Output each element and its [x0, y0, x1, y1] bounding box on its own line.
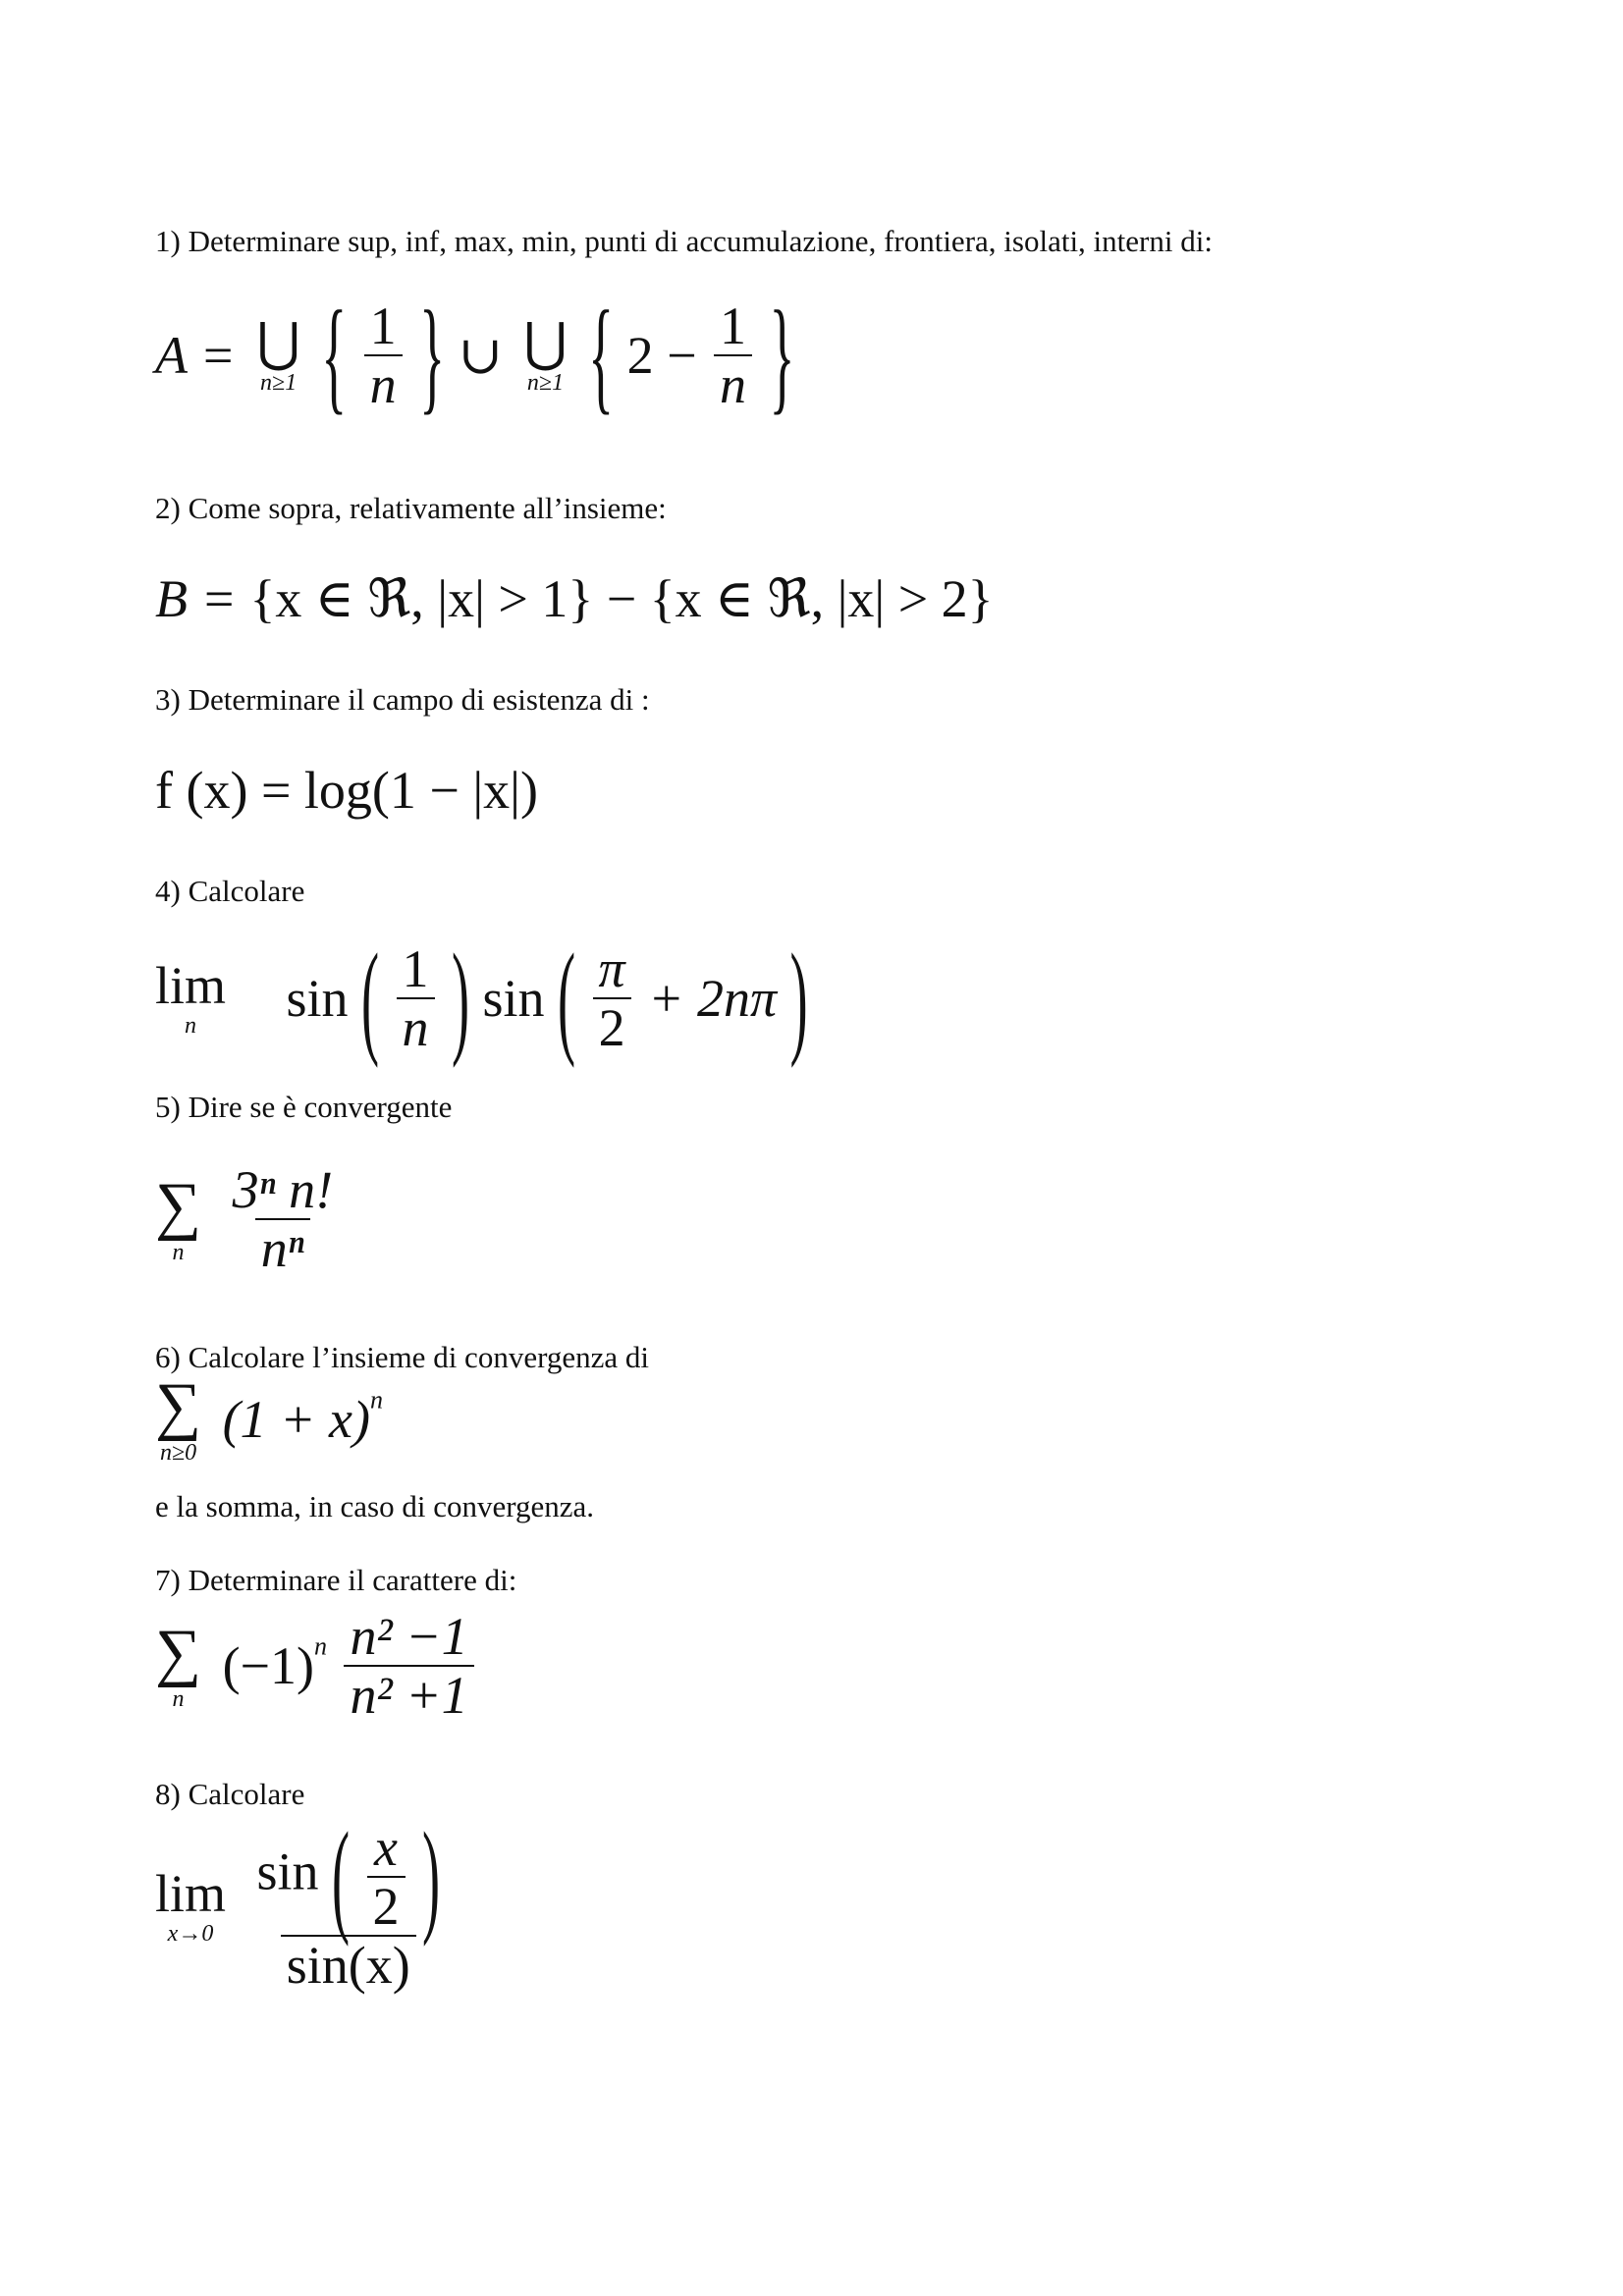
fraction-one-over-n: $\frac{1}{n}$	[714, 299, 752, 411]
sum-operator: ∑ n≥0	[155, 1370, 202, 1466]
formula-set-a: A = ⋃ n≥1 { $\frac{1}{n}$ } ∪ ⋃ n≥1 { 2 − $\frac{1}{n}$ }	[155, 285, 795, 426]
problem-3-prompt: 3) Determinare il campo di esistenza di :	[155, 682, 650, 717]
limit-operator: lim x→0	[155, 1864, 227, 1947]
union-operator: ⋃ n≥1	[523, 313, 568, 396]
problem-6-prompt: 6) Calcolare l’insieme di convergenza di	[155, 1340, 649, 1374]
fraction-one-over-n: $\frac{1}{n}$	[364, 299, 403, 411]
sum-operator: ∑ n	[155, 1170, 202, 1265]
formula-alternating-series: ∑ n $(-1)^n$ $\frac{\text{n² −1}}{\text{n² +1}}$	[155, 1610, 478, 1722]
limit-operator: lim n	[155, 956, 227, 1039]
problem-6-followup: e la somma, in caso di convergenza.	[155, 1489, 595, 1523]
problem-2-prompt: 2) Come sopra, relativamente all’insieme:	[155, 491, 667, 525]
formula-limit-function: lim x→0 sin ( $\frac{x}{2}$ ) sin(x)	[155, 1806, 441, 1995]
sum-operator: ∑ n	[155, 1617, 202, 1712]
formula-set-b: B = {x ∈ ℜ, |x| > 1} − {x ∈ ℜ, |x| > 2}	[155, 569, 994, 628]
problem-7-prompt: 7) Determinare il carattere di:	[155, 1563, 517, 1597]
formula-lhs: A =	[155, 326, 236, 385]
formula-limit-sequence: lim n sin ( $\frac{1}{n}$ ) sin ( $\frac{\pi}{2}$ + 2nπ )	[155, 928, 808, 1069]
problem-5-prompt: 5) Dire se è convergente	[155, 1090, 453, 1124]
problem-8-prompt: 8) Calcolare	[155, 1777, 305, 1811]
problem-4-prompt: 4) Calcolare	[155, 874, 305, 908]
formula-series-factorial: ∑ n $\frac{\text{3ⁿ n!}}{\text{nⁿ}}$	[155, 1160, 334, 1278]
formula-function: f (x) = log(1 − |x|)	[155, 761, 538, 820]
formula-geometric-series: ∑ n≥0 $(1 + x)^n$	[155, 1370, 383, 1466]
problem-1-prompt: 1) Determinare sup, inf, max, min, punti di accumulazione, frontiera, isolati, interni di:	[155, 224, 1213, 258]
union-operator: ⋃ n≥1	[256, 313, 300, 396]
